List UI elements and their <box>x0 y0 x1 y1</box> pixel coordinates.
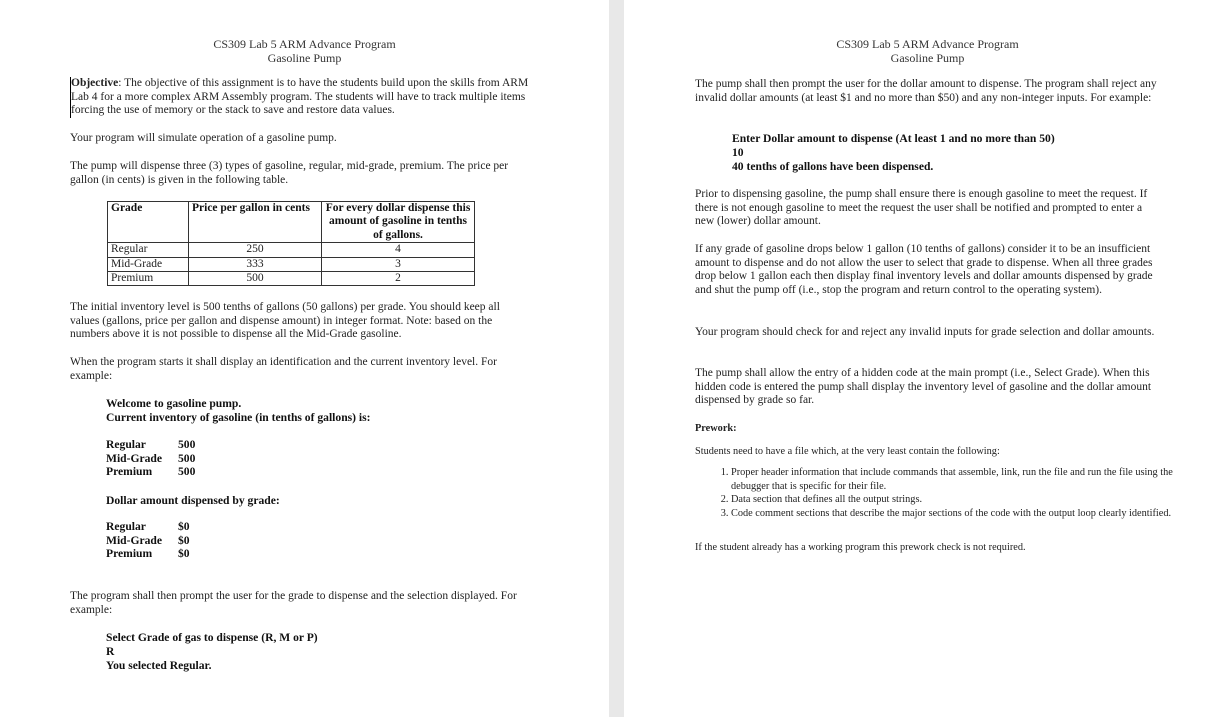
table-cell-grade: Mid-Grade <box>108 257 189 271</box>
table-row <box>108 272 475 286</box>
left-title-line2: Gasoline Pump <box>267 51 342 65</box>
prework-item: 2. Data section that defines all the output strings. <box>731 493 1197 507</box>
right-title-line1: CS309 Lab 5 ARM Advance Program <box>836 37 1019 51</box>
left-page <box>0 0 609 717</box>
prework-intro: Students need to have a file which, at the very least contain the following: <box>695 446 1000 457</box>
current-inventory-line: Current inventory of gasoline (in tenths of gallons) is: <box>106 411 371 424</box>
check-paragraph: Your program should check for and reject any invalid inputs for grade selection and dollar amounts. <box>695 326 1155 338</box>
prework-item: 3. Code comment sections that describe the major sections of the code with the output loop clearly identified. <box>731 507 1197 521</box>
select-input-echo: R <box>106 645 115 658</box>
table-cell-price: 333 <box>189 257 322 271</box>
right-page <box>624 0 1231 717</box>
table-row <box>108 257 475 271</box>
simulate-paragraph: Your program will simulate operation of a gasoline pump. <box>70 132 337 144</box>
types-paragraph: The pump will dispense three (3) types of gasoline, regular, mid-grade, premium. The price per gallon (in cents) is given in the following table. <box>70 160 509 186</box>
inventory-row-mid-grade: Mid-Grade 500 <box>106 451 196 465</box>
table-header-price: Price per gallon in cents <box>189 202 322 243</box>
prompt-paragraph: The program shall then prompt the user for the grade to dispense and the selection displayed. For example: <box>70 590 517 616</box>
prework-note: If the student already has a working program this prework check is not required. <box>695 542 1026 553</box>
price-table <box>107 201 475 286</box>
enter-dollar-line: Enter Dollar amount to dispense (At least 1 and no more than 50) <box>732 132 1055 145</box>
left-title <box>0 37 609 65</box>
table-cell-grade: Premium <box>108 272 189 286</box>
dollar-heading: Dollar amount dispensed by grade: <box>106 494 280 507</box>
right-title <box>624 37 1231 65</box>
prior-paragraph: Prior to dispensing gasoline, the pump shall ensure there is enough gasoline to meet the request. If there is not enough gasoline to meet the request the user shall be notified and prompted to enter a new (lower) dollar amount. <box>695 188 1148 228</box>
dollar-row-mid-grade: Mid-Grade $0 <box>106 533 190 547</box>
enter-dollar-input-echo: 10 <box>732 146 744 159</box>
below-gallon-paragraph: If any grade of gasoline drops below 1 gallon (10 tenths of gallons) consider it to be an insufficient amount to dispense and do not allow the user to select that grade to dispense. When all three grades drop below 1 gallon each then display final inventory levels and dollar amounts dispensed by grade and shut the pump off (i.e., stop the program and return control to the operating system). <box>695 243 1153 296</box>
dollar-list <box>106 520 190 561</box>
left-title-line1: CS309 Lab 5 ARM Advance Program <box>213 37 396 51</box>
table-header-grade: Grade <box>108 202 189 243</box>
prework-heading: Prework: <box>695 423 737 434</box>
select-line: Select Grade of gas to dispense (R, M or P) <box>106 631 318 644</box>
prework-item: 1. Proper header information that include commands that assemble, link, run the file and run the file using the debugger that is specific for their file. <box>731 466 1197 493</box>
table-cell-price: 250 <box>189 243 322 257</box>
objective-text: : The objective of this assignment is to have the students build upon the skills from ARM Lab 4 for a more complex ARM Assembly program. The students will have to track multiple items forcing the use of memory or the stack to save and restore data values. <box>71 77 529 117</box>
hidden-code-paragraph: The pump shall allow the entry of a hidden code at the main prompt (i.e., Select Grade). When this hidden code is entered the pump shall display the inventory level of gasoline and the dollar amount dispensed by grade so far. <box>695 367 1152 407</box>
dollar-row-regular: Regular $0 <box>106 520 190 533</box>
right-title-line2: Gasoline Pump <box>890 51 965 65</box>
table-cell-grade: Regular <box>108 243 189 257</box>
dispensed-line: 40 tenths of gallons have been dispensed. <box>732 160 934 173</box>
selected-line: You selected Regular. <box>106 659 212 672</box>
table-header-amount: For every dollar dispense this amount of gasoline in tenths of gallons. <box>322 202 475 243</box>
start-paragraph: When the program starts it shall display an identification and the current inventory level. For example: <box>70 356 497 382</box>
table-cell-amount: 3 <box>322 257 475 271</box>
table-cell-price: 500 <box>189 272 322 286</box>
table-cell-amount: 2 <box>322 272 475 286</box>
table-header-row <box>108 202 475 243</box>
dollar-prompt-paragraph: The pump shall then prompt the user for the dollar amount to dispense. The program shall reject any invalid dollar amounts (at least $1 and no more than $50) and any non-integer inputs. For example: <box>695 78 1157 104</box>
table-row <box>108 243 475 257</box>
prework-list <box>695 466 1197 520</box>
inventory-paragraph: The initial inventory level is 500 tenths of gallons (50 gallons) per grade. You should keep all values (gallons, price per gallon and dispense amount) in integer format. Note: based on the numbers above it is not possible to dispense all the Mid-Grade gasoline. <box>70 301 500 341</box>
table-cell-amount: 4 <box>322 243 475 257</box>
welcome-line: Welcome to gasoline pump. <box>106 397 242 410</box>
objective-label: Objective <box>71 77 119 89</box>
dollar-row-premium: Premium $0 <box>106 547 190 561</box>
inventory-list <box>106 438 195 479</box>
inventory-row-regular: Regular 500 <box>106 438 196 451</box>
inventory-row-premium: Premium 500 <box>106 465 196 479</box>
objective-paragraph <box>70 77 533 118</box>
